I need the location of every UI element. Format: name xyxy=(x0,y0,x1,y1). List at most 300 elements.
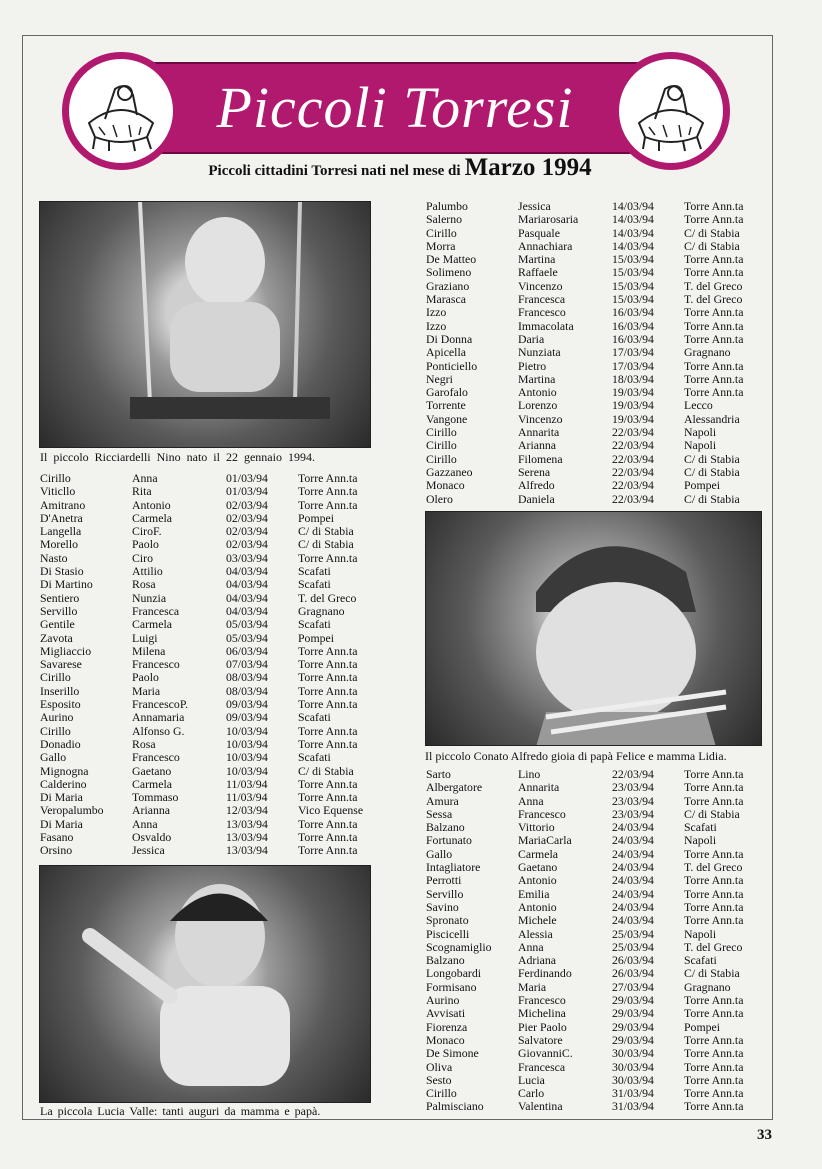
table-row xyxy=(40,738,380,751)
firstname-cell: Osvaldo xyxy=(132,830,172,845)
surname-cell: Di Stasio xyxy=(40,564,84,579)
table-row xyxy=(426,413,766,426)
surname-cell: Perrotti xyxy=(426,873,462,888)
town-cell: C/ di Stabia xyxy=(684,491,740,506)
date-cell: 14/03/94 xyxy=(612,238,654,253)
table-row xyxy=(426,306,766,319)
date-cell: 09/03/94 xyxy=(226,697,268,712)
surname-cell: Sessa xyxy=(426,806,453,821)
town-cell: Torre Ann.ta xyxy=(298,497,358,512)
town-cell: Torre Ann.ta xyxy=(684,358,744,373)
firstname-cell: Martina xyxy=(518,252,556,267)
table-row xyxy=(40,618,380,631)
town-cell: Lecco xyxy=(684,398,713,413)
table-row xyxy=(426,493,766,506)
table-row xyxy=(40,685,380,698)
date-cell: 08/03/94 xyxy=(226,670,268,685)
table-row xyxy=(40,538,380,551)
table-row xyxy=(426,213,766,226)
date-cell: 25/03/94 xyxy=(612,939,654,954)
date-cell: 23/03/94 xyxy=(612,780,654,795)
firstname-cell: Antonio xyxy=(518,899,557,914)
date-cell: 17/03/94 xyxy=(612,358,654,373)
date-cell: 23/03/94 xyxy=(612,806,654,821)
subtitle-month: Marzo 1994 xyxy=(464,154,592,181)
date-cell: 29/03/94 xyxy=(612,1032,654,1047)
firstname-cell: Luigi xyxy=(132,630,158,645)
table-row xyxy=(40,605,380,618)
surname-cell: Ponticiello xyxy=(426,358,478,373)
town-cell: Scafati xyxy=(298,710,331,725)
date-cell: 07/03/94 xyxy=(226,657,268,672)
surname-cell: Solimeno xyxy=(426,265,472,280)
firstname-cell: Antonio xyxy=(518,873,557,888)
date-cell: 09/03/94 xyxy=(226,710,268,725)
town-cell: C/ di Stabia xyxy=(298,524,354,539)
surname-cell: Cirillo xyxy=(426,451,457,466)
firstname-cell: Ciro xyxy=(132,550,153,565)
photo-baby-swing xyxy=(39,201,371,448)
town-cell: C/ di Stabia xyxy=(298,763,354,778)
date-cell: 22/03/94 xyxy=(612,451,654,466)
surname-cell: Cirillo xyxy=(426,225,457,240)
firstname-cell: Rita xyxy=(132,484,152,499)
table-row xyxy=(40,698,380,711)
surname-cell: Negri xyxy=(426,371,453,386)
table-row xyxy=(426,426,766,439)
firstname-cell: Gaetano xyxy=(132,763,172,778)
firstname-cell: Anna xyxy=(518,793,544,808)
surname-cell: Zavota xyxy=(40,630,73,645)
surname-cell: Migliaccio xyxy=(40,643,92,658)
firstname-cell: Antonio xyxy=(132,497,171,512)
firstname-cell: Adriana xyxy=(518,953,556,968)
photo-baby-waving xyxy=(39,865,371,1103)
surname-cell: Aurino xyxy=(426,993,460,1008)
town-cell: Vico Equense xyxy=(298,803,364,818)
table-row xyxy=(426,861,766,874)
table-row xyxy=(426,781,766,794)
town-cell: Torre Ann.ta xyxy=(684,793,744,808)
surname-cell: Di Donna xyxy=(426,331,473,346)
firstname-cell: Alfredo xyxy=(518,478,555,493)
town-cell: Torre Ann.ta xyxy=(684,385,744,400)
surname-cell: Izzo xyxy=(426,305,447,320)
table-row xyxy=(40,485,380,498)
town-cell: Torre Ann.ta xyxy=(298,484,358,499)
firstname-cell: Jessica xyxy=(132,843,165,858)
surname-cell: De Matteo xyxy=(426,252,477,267)
firstname-cell: Francesca xyxy=(132,603,180,618)
firstname-cell: Paolo xyxy=(132,670,159,685)
table-row xyxy=(40,512,380,525)
surname-cell: Sentiero xyxy=(40,590,80,605)
date-cell: 24/03/94 xyxy=(612,886,654,901)
town-cell: T. del Greco xyxy=(684,278,743,293)
town-cell: Napoli xyxy=(684,425,717,440)
date-cell: 15/03/94 xyxy=(612,278,654,293)
surname-cell: Calderino xyxy=(40,776,87,791)
town-cell: Torre Ann.ta xyxy=(684,1099,744,1114)
table-row xyxy=(426,453,766,466)
firstname-cell: Annarita xyxy=(518,780,560,795)
town-cell: Torre Ann.ta xyxy=(298,697,358,712)
date-cell: 25/03/94 xyxy=(612,926,654,941)
surname-cell: Scognamiglio xyxy=(426,939,492,954)
surname-cell: De Simone xyxy=(426,1046,479,1061)
date-cell: 19/03/94 xyxy=(612,398,654,413)
firstname-cell: Vincenzo xyxy=(518,411,563,426)
date-cell: 10/03/94 xyxy=(226,736,268,751)
table-row xyxy=(40,632,380,645)
date-cell: 22/03/94 xyxy=(612,425,654,440)
town-cell: Scafati xyxy=(298,617,331,632)
surname-cell: Garofalo xyxy=(426,385,468,400)
town-cell: Torre Ann.ta xyxy=(684,331,744,346)
date-cell: 24/03/94 xyxy=(612,820,654,835)
table-row xyxy=(426,360,766,373)
date-cell: 22/03/94 xyxy=(612,491,654,506)
town-cell: Napoli xyxy=(684,438,717,453)
date-cell: 02/03/94 xyxy=(226,524,268,539)
date-cell: 15/03/94 xyxy=(612,252,654,267)
table-row xyxy=(426,293,766,306)
table-row xyxy=(426,1021,766,1034)
firstname-cell: Lucia xyxy=(518,1072,545,1087)
table-row xyxy=(40,645,380,658)
firstname-cell: Annamaria xyxy=(132,710,185,725)
date-cell: 04/03/94 xyxy=(226,590,268,605)
date-cell: 29/03/94 xyxy=(612,1006,654,1021)
table-row xyxy=(40,791,380,804)
town-cell: T. del Greco xyxy=(298,590,357,605)
date-cell: 11/03/94 xyxy=(226,776,268,791)
firstname-cell: Francesco xyxy=(518,305,566,320)
table-row xyxy=(40,725,380,738)
table-row xyxy=(40,804,380,817)
date-cell: 30/03/94 xyxy=(612,1059,654,1074)
surname-cell: Aurino xyxy=(40,710,74,725)
town-cell: C/ di Stabia xyxy=(684,225,740,240)
town-cell: Scafati xyxy=(684,953,717,968)
town-cell: Scafati xyxy=(298,750,331,765)
table-row xyxy=(426,240,766,253)
town-cell: Torre Ann.ta xyxy=(298,670,358,685)
surname-cell: Gazzaneo xyxy=(426,464,473,479)
table-row xyxy=(426,848,766,861)
table-row xyxy=(426,954,766,967)
date-cell: 10/03/94 xyxy=(226,750,268,765)
surname-cell: Fiorenza xyxy=(426,1019,468,1034)
table-row xyxy=(426,280,766,293)
date-cell: 19/03/94 xyxy=(612,411,654,426)
surname-cell: Vangone xyxy=(426,411,468,426)
date-cell: 14/03/94 xyxy=(612,225,654,240)
surname-cell: Nasto xyxy=(40,550,68,565)
date-cell: 18/03/94 xyxy=(612,371,654,386)
date-cell: 15/03/94 xyxy=(612,265,654,280)
surname-cell: Balzano xyxy=(426,953,465,968)
town-cell: Torre Ann.ta xyxy=(684,1072,744,1087)
town-cell: Torre Ann.ta xyxy=(298,736,358,751)
surname-cell: Palumbo xyxy=(426,199,468,213)
town-cell: C/ di Stabia xyxy=(684,464,740,479)
town-cell: Torre Ann.ta xyxy=(684,886,744,901)
firstname-cell: Ferdinando xyxy=(518,966,572,981)
surname-cell: Veropalumbo xyxy=(40,803,104,818)
date-cell: 05/03/94 xyxy=(226,617,268,632)
town-cell: Pompei xyxy=(298,510,335,525)
table-row xyxy=(40,711,380,724)
surname-cell: Cirillo xyxy=(40,670,71,685)
surname-cell: Longobardi xyxy=(426,966,482,981)
baby-carriage-icon xyxy=(612,52,730,170)
date-cell: 24/03/94 xyxy=(612,860,654,875)
surname-cell: Amura xyxy=(426,793,459,808)
town-cell: Torre Ann.ta xyxy=(684,993,744,1008)
date-cell: 02/03/94 xyxy=(226,497,268,512)
surname-cell: Sarto xyxy=(426,767,451,781)
table-row xyxy=(426,941,766,954)
town-cell: Torre Ann.ta xyxy=(684,873,744,888)
photo-caption: Il piccolo Conato Alfredo gioia di papà Felice e mamma Lidia. xyxy=(425,749,727,763)
table-row xyxy=(426,200,766,213)
town-cell: Scafati xyxy=(298,577,331,592)
surname-cell: D'Anetra xyxy=(40,510,83,525)
firstname-cell: Anna xyxy=(518,939,544,954)
photo-caption: La piccola Lucia Valle: tanti auguri da mamma e papà. xyxy=(40,1104,321,1118)
page-title: Piccoli Torresi xyxy=(216,75,574,140)
surname-cell: Morra xyxy=(426,238,456,253)
firstname-cell: Michele xyxy=(518,913,557,928)
firstname-cell: Francesca xyxy=(518,292,566,307)
firstname-cell: Emilia xyxy=(518,886,550,901)
table-row xyxy=(426,373,766,386)
date-cell: 22/03/94 xyxy=(612,478,654,493)
town-cell: Scafati xyxy=(298,564,331,579)
firstname-cell: MariaCarla xyxy=(518,833,572,848)
table-row xyxy=(426,320,766,333)
firstname-cell: Carmela xyxy=(132,510,172,525)
firstname-cell: Arianna xyxy=(518,438,556,453)
date-cell: 16/03/94 xyxy=(612,318,654,333)
town-cell: Torre Ann.ta xyxy=(684,899,744,914)
date-cell: 31/03/94 xyxy=(612,1099,654,1114)
firstname-cell: Milena xyxy=(132,643,166,658)
date-cell: 26/03/94 xyxy=(612,953,654,968)
date-cell: 24/03/94 xyxy=(612,913,654,928)
town-cell: Torre Ann.ta xyxy=(684,252,744,267)
town-cell: Torre Ann.ta xyxy=(684,780,744,795)
firstname-cell: Immacolata xyxy=(518,318,574,333)
table-row xyxy=(40,751,380,764)
date-cell: 24/03/94 xyxy=(612,873,654,888)
surname-cell: Oliva xyxy=(426,1059,453,1074)
town-cell: Torre Ann.ta xyxy=(684,1006,744,1021)
town-cell: Torre Ann.ta xyxy=(298,776,358,791)
table-row xyxy=(426,479,766,492)
date-cell: 30/03/94 xyxy=(612,1072,654,1087)
surname-cell: Langella xyxy=(40,524,82,539)
photo-baby-cap xyxy=(425,511,762,746)
date-cell: 17/03/94 xyxy=(612,345,654,360)
surname-cell: Torrente xyxy=(426,398,466,413)
page-subtitle xyxy=(140,154,660,182)
date-cell: 26/03/94 xyxy=(612,966,654,981)
table-row xyxy=(426,768,766,781)
firstname-cell: Anna xyxy=(132,816,158,831)
table-row xyxy=(40,578,380,591)
firstname-cell: Daniela xyxy=(518,491,555,506)
date-cell: 27/03/94 xyxy=(612,979,654,994)
date-cell: 04/03/94 xyxy=(226,603,268,618)
date-cell: 24/03/94 xyxy=(612,833,654,848)
surname-cell: Esposito xyxy=(40,697,81,712)
table-row xyxy=(426,333,766,346)
surname-cell: Salerno xyxy=(426,212,463,227)
surname-cell: Marasca xyxy=(426,292,466,307)
surname-cell: Di Maria xyxy=(40,790,83,805)
town-cell: Torre Ann.ta xyxy=(684,1032,744,1047)
town-cell: Torre Ann.ta xyxy=(684,371,744,386)
firstname-cell: Alfonso G. xyxy=(132,723,185,738)
firstname-cell: Francesca xyxy=(518,1059,566,1074)
town-cell: Torre Ann.ta xyxy=(684,265,744,280)
firstname-cell: Annarita xyxy=(518,425,560,440)
date-cell: 29/03/94 xyxy=(612,1019,654,1034)
town-cell: Torre Ann.ta xyxy=(298,790,358,805)
firstname-cell: Antonio xyxy=(518,385,557,400)
table-row xyxy=(40,671,380,684)
surname-cell: Intagliatore xyxy=(426,860,481,875)
town-cell: C/ di Stabia xyxy=(298,537,354,552)
table-row xyxy=(40,525,380,538)
births-table-right-bottom xyxy=(426,768,766,1114)
firstname-cell: Valentina xyxy=(518,1099,563,1114)
date-cell: 16/03/94 xyxy=(612,305,654,320)
surname-cell: Mignogna xyxy=(40,763,89,778)
town-cell: Torre Ann.ta xyxy=(298,550,358,565)
table-row xyxy=(426,439,766,452)
date-cell: 23/03/94 xyxy=(612,793,654,808)
surname-cell: Cirillo xyxy=(426,1086,457,1101)
table-row xyxy=(426,1034,766,1047)
town-cell: Torre Ann.ta xyxy=(298,657,358,672)
table-row xyxy=(426,901,766,914)
date-cell: 29/03/94 xyxy=(612,993,654,1008)
surname-cell: Fortunato xyxy=(426,833,472,848)
births-table-right-top xyxy=(426,200,766,506)
table-row xyxy=(40,472,380,485)
firstname-cell: Paolo xyxy=(132,537,159,552)
table-row xyxy=(426,1047,766,1060)
firstname-cell: Anna xyxy=(132,471,158,485)
table-row xyxy=(426,1087,766,1100)
date-cell: 24/03/94 xyxy=(612,899,654,914)
date-cell: 13/03/94 xyxy=(226,843,268,858)
table-row xyxy=(40,844,380,857)
date-cell: 05/03/94 xyxy=(226,630,268,645)
table-row xyxy=(426,1061,766,1074)
photo-caption: Il piccolo Ricciardelli Nino nato il 22 gennaio 1994. xyxy=(40,450,315,464)
town-cell: Alessandria xyxy=(684,411,740,426)
firstname-cell: Carmela xyxy=(132,776,172,791)
town-cell: Pompei xyxy=(684,1019,721,1034)
firstname-cell: Francesco xyxy=(518,993,566,1008)
town-cell: Torre Ann.ta xyxy=(684,305,744,320)
date-cell: 31/03/94 xyxy=(612,1086,654,1101)
town-cell: T. del Greco xyxy=(684,939,743,954)
surname-cell: Cirillo xyxy=(40,723,71,738)
firstname-cell: Rosa xyxy=(132,736,156,751)
town-cell: C/ di Stabia xyxy=(684,966,740,981)
surname-cell: Piscicelli xyxy=(426,926,470,941)
surname-cell: Di Martino xyxy=(40,577,93,592)
table-row xyxy=(40,592,380,605)
table-row xyxy=(426,227,766,240)
table-row xyxy=(426,874,766,887)
firstname-cell: Serena xyxy=(518,464,551,479)
table-row xyxy=(426,346,766,359)
town-cell: C/ di Stabia xyxy=(684,806,740,821)
firstname-cell: Carmela xyxy=(518,846,558,861)
town-cell: C/ di Stabia xyxy=(684,451,740,466)
date-cell: 10/03/94 xyxy=(226,723,268,738)
surname-cell: Gallo xyxy=(426,846,453,861)
table-row xyxy=(40,818,380,831)
date-cell: 04/03/94 xyxy=(226,564,268,579)
surname-cell: Inserillo xyxy=(40,683,80,698)
table-row xyxy=(426,967,766,980)
surname-cell: Avvisati xyxy=(426,1006,466,1021)
surname-cell: Izzo xyxy=(426,318,447,333)
town-cell: Torre Ann.ta xyxy=(298,723,358,738)
town-cell: Torre Ann.ta xyxy=(298,471,358,485)
surname-cell: Albergatore xyxy=(426,780,483,795)
firstname-cell: Pier Paolo xyxy=(518,1019,567,1034)
town-cell: Torre Ann.ta xyxy=(684,846,744,861)
firstname-cell: Filomena xyxy=(518,451,563,466)
date-cell: 22/03/94 xyxy=(612,767,654,781)
firstname-cell: Alessia xyxy=(518,926,553,941)
table-row xyxy=(426,1007,766,1020)
firstname-cell: Annachiara xyxy=(518,238,573,253)
date-cell: 24/03/94 xyxy=(612,846,654,861)
date-cell: 03/03/94 xyxy=(226,550,268,565)
surname-cell: Monaco xyxy=(426,1032,465,1047)
date-cell: 22/03/94 xyxy=(612,464,654,479)
firstname-cell: Francesco xyxy=(518,806,566,821)
surname-cell: Savarese xyxy=(40,657,82,672)
town-cell: Pompei xyxy=(298,630,335,645)
surname-cell: Olero xyxy=(426,491,453,506)
firstname-cell: Vittorio xyxy=(518,820,555,835)
town-cell: Torre Ann.ta xyxy=(684,1059,744,1074)
date-cell: 01/03/94 xyxy=(226,471,268,485)
date-cell: 02/03/94 xyxy=(226,537,268,552)
surname-cell: Monaco xyxy=(426,478,465,493)
date-cell: 06/03/94 xyxy=(226,643,268,658)
town-cell: Gragnano xyxy=(298,603,345,618)
firstname-cell: Lorenzo xyxy=(518,398,558,413)
date-cell: 22/03/94 xyxy=(612,438,654,453)
town-cell: Torre Ann.ta xyxy=(298,816,358,831)
table-row xyxy=(40,658,380,671)
town-cell: T. del Greco xyxy=(684,860,743,875)
table-row xyxy=(426,386,766,399)
firstname-cell: FrancescoP. xyxy=(132,697,189,712)
table-row xyxy=(40,778,380,791)
